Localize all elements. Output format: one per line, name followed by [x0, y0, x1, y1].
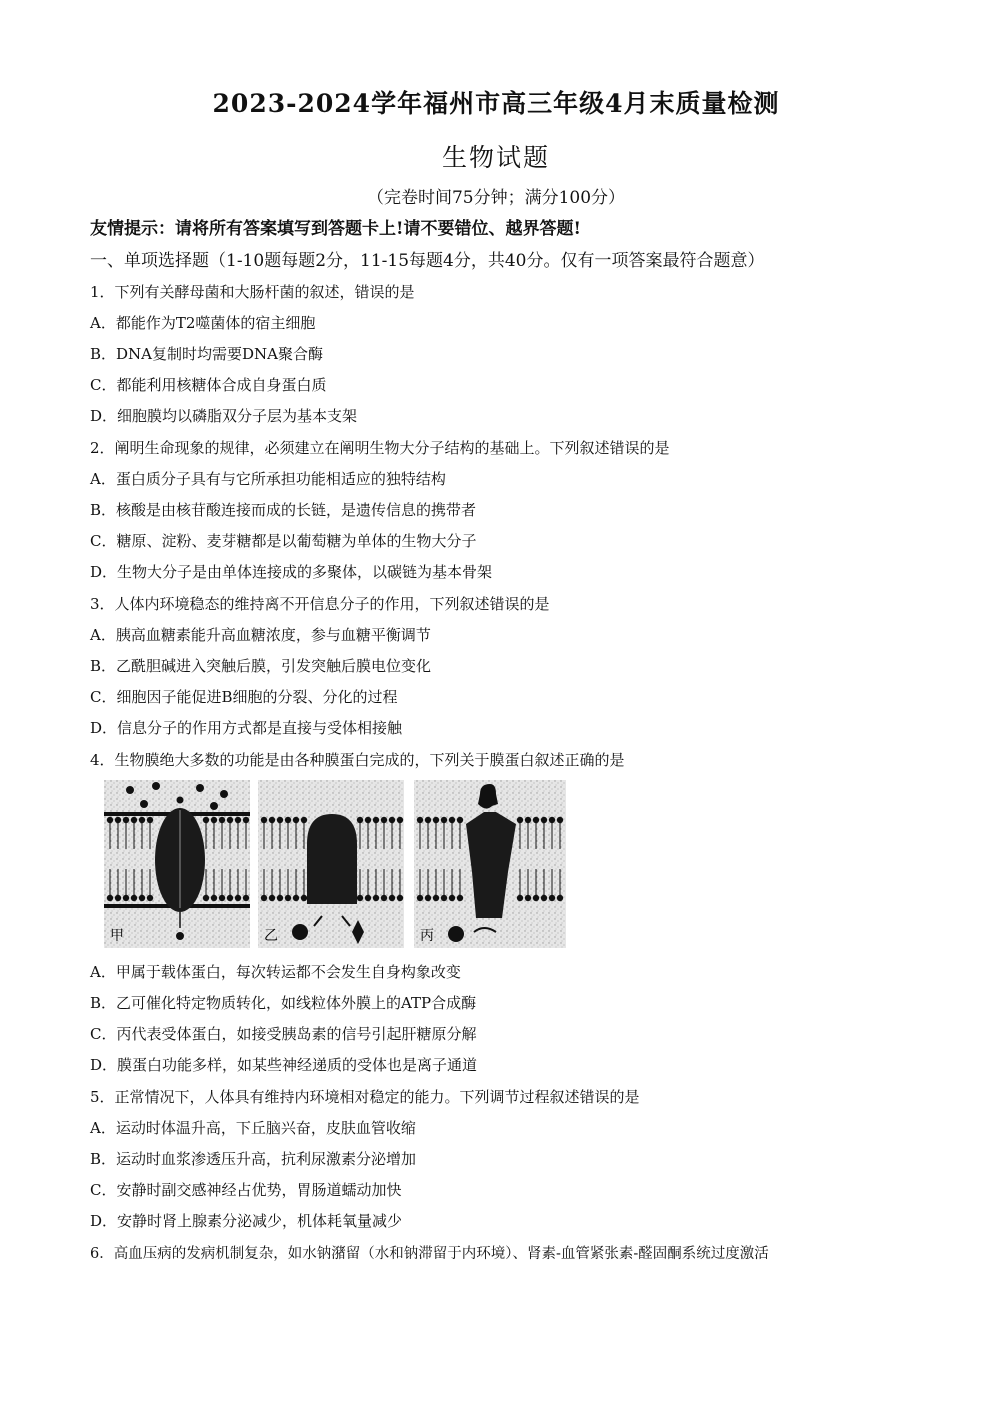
- question-4-option-a: A．甲属于载体蛋白，每次转运都不会发生自身构象改变: [90, 963, 461, 981]
- friendly-tip: 友情提示：请将所有答案填写到答题卡上!请不要错位、越界答题!: [90, 219, 581, 239]
- question-2-option-b: B．核酸是由核苷酸连接而成的长链，是遗传信息的携带者: [90, 501, 477, 519]
- question-2-stem: 2．阐明生命现象的规律，必须建立在阐明生物大分子结构的基础上。下列叙述错误的是: [90, 439, 670, 457]
- question-1-stem: 1．下列有关酵母菌和大肠杆菌的叙述，错误的是: [90, 283, 415, 301]
- question-1-option-a: A．都能作为T2噬菌体的宿主细胞: [90, 314, 316, 332]
- question-1-option-b: B．DNA复制时均需要DNA聚合酶: [90, 345, 323, 363]
- question-6-stem: 6．高血压病的发病机制复杂，如水钠潴留（水和钠滞留于内环境）、肾素-血管紧张素-醛固酮系统过度激活: [90, 1246, 769, 1262]
- question-5-option-b: B．运动时血浆渗透压升高，抗利尿激素分泌增加: [90, 1150, 417, 1168]
- question-3-option-d: D．信息分子的作用方式都是直接与受体相接触: [90, 719, 403, 737]
- membrane-protein-figure: [104, 780, 566, 948]
- question-4-option-b: B．乙可催化特定物质转化，如线粒体外膜上的ATP合成酶: [90, 994, 477, 1012]
- panel-label-bing: 丙: [420, 928, 434, 944]
- question-4-stem: 4．生物膜绝大多数的功能是由各种膜蛋白完成的，下列关于膜蛋白叙述正确的是: [90, 751, 625, 769]
- question-3-stem: 3．人体内环境稳态的维持离不开信息分子的作用，下列叙述错误的是: [90, 595, 550, 613]
- exam-title: 2023-2024学年福州市高三年级4月末质量检测: [212, 89, 780, 118]
- panel-label-yi: 乙: [264, 928, 278, 944]
- question-3-option-b: B．乙酰胆碱进入突触后膜，引发突触后膜电位变化: [90, 657, 432, 675]
- exam-time-score: （完卷时间75分钟；满分100分）: [366, 188, 626, 208]
- question-2-option-a: A．蛋白质分子具有与它所承担功能相适应的独特结构: [90, 470, 446, 488]
- exam-subtitle: 生物试题: [441, 143, 550, 172]
- panel-bing: [414, 780, 566, 948]
- question-1-option-c: C．都能利用核糖体合成自身蛋白质: [90, 376, 327, 394]
- panel-jia: [104, 780, 250, 948]
- question-4-option-c: C．丙代表受体蛋白，如接受胰岛素的信号引起肝糖原分解: [90, 1025, 477, 1043]
- question-3-option-c: C．细胞因子能促进B细胞的分裂、分化的过程: [90, 688, 398, 706]
- question-5-option-d: D．安静时肾上腺素分泌减少，机体耗氧量减少: [90, 1212, 403, 1230]
- panel-label-jia: 甲: [110, 928, 124, 944]
- question-5-option-c: C．安静时副交感神经占优势，胃肠道蠕动加快: [90, 1181, 402, 1199]
- question-5-stem: 5．正常情况下，人体具有维持内环境相对稳定的能力。下列调节过程叙述错误的是: [90, 1088, 640, 1106]
- question-2-option-c: C．糖原、淀粉、麦芽糖都是以葡萄糖为单体的生物大分子: [90, 532, 477, 550]
- question-5-option-a: A．运动时体温升高，下丘脑兴奋，皮肤血管收缩: [90, 1119, 416, 1137]
- question-4-option-d: D．膜蛋白功能多样，如某些神经递质的受体也是离子通道: [90, 1056, 478, 1074]
- section-heading: 一、单项选择题（1-10题每题2分，11-15每题4分，共40分。仅有一项答案最符合题意）: [90, 251, 765, 271]
- panel-yi: [258, 780, 404, 948]
- question-3-option-a: A．胰高血糖素能升高血糖浓度，参与血糖平衡调节: [90, 626, 431, 644]
- question-2-option-d: D．生物大分子是由单体连接成的多聚体，以碳链为基本骨架: [90, 563, 493, 581]
- question-1-option-d: D．细胞膜均以磷脂双分子层为基本支架: [90, 407, 358, 425]
